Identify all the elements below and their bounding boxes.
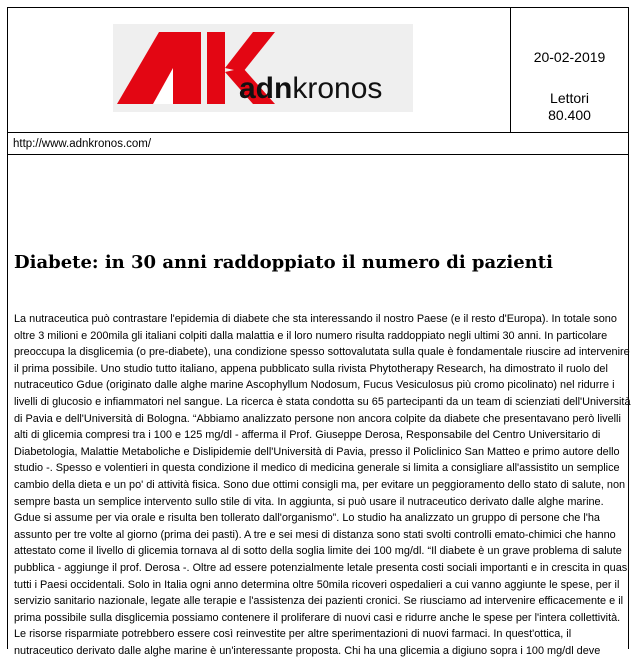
article-body-line: preoccupa la disglicemia (o pre-diabete), una condizione spesso sottovalutata sulla quale è fondamentale riuscire ad intervenire: [14, 346, 630, 359]
clipping-frame: [7, 7, 631, 657]
readers-count: 80.400: [548, 107, 591, 123]
article-body: [14, 311, 631, 659]
article-body-line: nutraceutico Gdue (originato dalle alghe marine Ascophyllum Nodosum, Fucus Vesiculosus più cromo picolinato) nel ridurre i: [14, 379, 615, 392]
article-body-line: cambio della dieta e un po' di attività fisica. Sono due ottimi consigli ma, per evitare un peggioramento dello stato di salute, non: [14, 478, 626, 491]
article-body-line: alti di glicemia compresi tra i 100 e 125 mg/dl - afferma il Prof. Giuseppe Derosa, Responsabile del Centro Universitario di: [14, 429, 601, 442]
logo-wordmark: [239, 74, 382, 104]
article-body-line: nutraceutico derivato dalle alghe marine è un'interessante proposta. Chi ha una glicemia a digiuno sopra i 100 mg/dl deve: [14, 644, 601, 657]
source-url-row: [8, 133, 628, 155]
article-body-line: oltre 3 milioni e 200mila gli italiani colpiti dalla malattia e il loro numero risulta raddoppiato negli ultimi 30 anni. In particolare: [14, 329, 608, 342]
article-body-line: studio -. Spesso e volentieri in questa condizione il medico di medicina generale si limita a consigliare all'assistito un semplice: [14, 462, 620, 475]
logo-wordmark-bold: adn: [239, 72, 293, 105]
publication-date: 20-02-2019: [533, 49, 606, 65]
article-body-line: di Pavia e dell'Università di Bologna. “Abbiamo analizzato persone non ancora colpite da diabete che presentavano però livelli: [14, 412, 621, 425]
article-body-line: sempre basta un semplice intervento sullo stile di vita. In aggiunta, si può usare il nutraceutico derivato dalle alghe marine.: [14, 495, 604, 508]
adnkronos-logo[interactable]: [113, 24, 413, 112]
article-title: Diabete: in 30 anni raddoppiato il numero di pazienti: [14, 252, 553, 273]
article-body-line: livelli di glucosio e infiammatori nel sangue. La ricerca è stata condotta su 65 partecipanti da un team di scienziati dell'Università: [14, 395, 631, 408]
article-body-line: assunto per tre volte al giorno (prima dei pasti). A tre e sei mesi di distanza sono stati svolti controlli emato-chimici che hanno: [14, 528, 616, 541]
source-url-link[interactable]: http://www.adnkronos.com/: [13, 138, 152, 150]
article-body-line: Le risorse risparmiate potrebbero essere così reinvestite per altre sperimentazioni di nuovi farmaci. In quest'ottica, il: [14, 628, 572, 641]
readers-label: Lettori: [550, 90, 589, 106]
article-body-line: attestato come il livello di glicemia tornava al di sotto della soglia limite dei 100 mg/dl. “Il diabete è un grave problema di salute: [14, 545, 622, 558]
logo-cell: [8, 8, 511, 132]
article-body-line: prima possibile sulla disglicemia possiamo contenere il proliferare di nuovi casi e ridurre anche le spese per l'intera collettività.: [14, 611, 621, 624]
clipping-header: [8, 8, 628, 133]
meta-cell: [511, 8, 628, 132]
article-body-line: il prima possibile. Uno studio tutto italiano, appena pubblicato sulla rivista Phytotherapy Research, ha dimostrato il ruolo del: [14, 362, 608, 375]
article-body-line: Diabetologia, Malattie Metaboliche e Dislipidemie dell'Università di Pavia, presso il Policlinico San Matteo e primo autore dello: [14, 445, 620, 458]
article-body-line: servizio sanitario nazionale, legate alle terapie e l'assistenza dei pazienti cronici. Se riusciamo ad intervenire efficacemente e il: [14, 595, 624, 608]
article-body-line: pubblica - aggiunge il prof. Derosa -. Oltre ad essere potenzialmente letale presenta costi sociali importanti e in crescita in quasi: [14, 561, 630, 574]
article-body-line: Gdue si assume per via orale e risulta ben tollerato dall'organismo”. Lo studio ha analizzato un gruppo di persone che l'ha: [14, 512, 600, 525]
logo-wordmark-light: kronos: [292, 72, 383, 105]
article-body-line: tutti i Paesi occidentali. Solo in Italia ogni anno determina oltre 50mila ricoveri ospedalieri a cui vanno aggiunte le spese, per il: [14, 578, 620, 591]
article-body-line: La nutraceutica può contrastare l'epidemia di diabete che sta interessando il nostro Paese (e il resto d'Europa). In totale sono: [14, 313, 617, 325]
